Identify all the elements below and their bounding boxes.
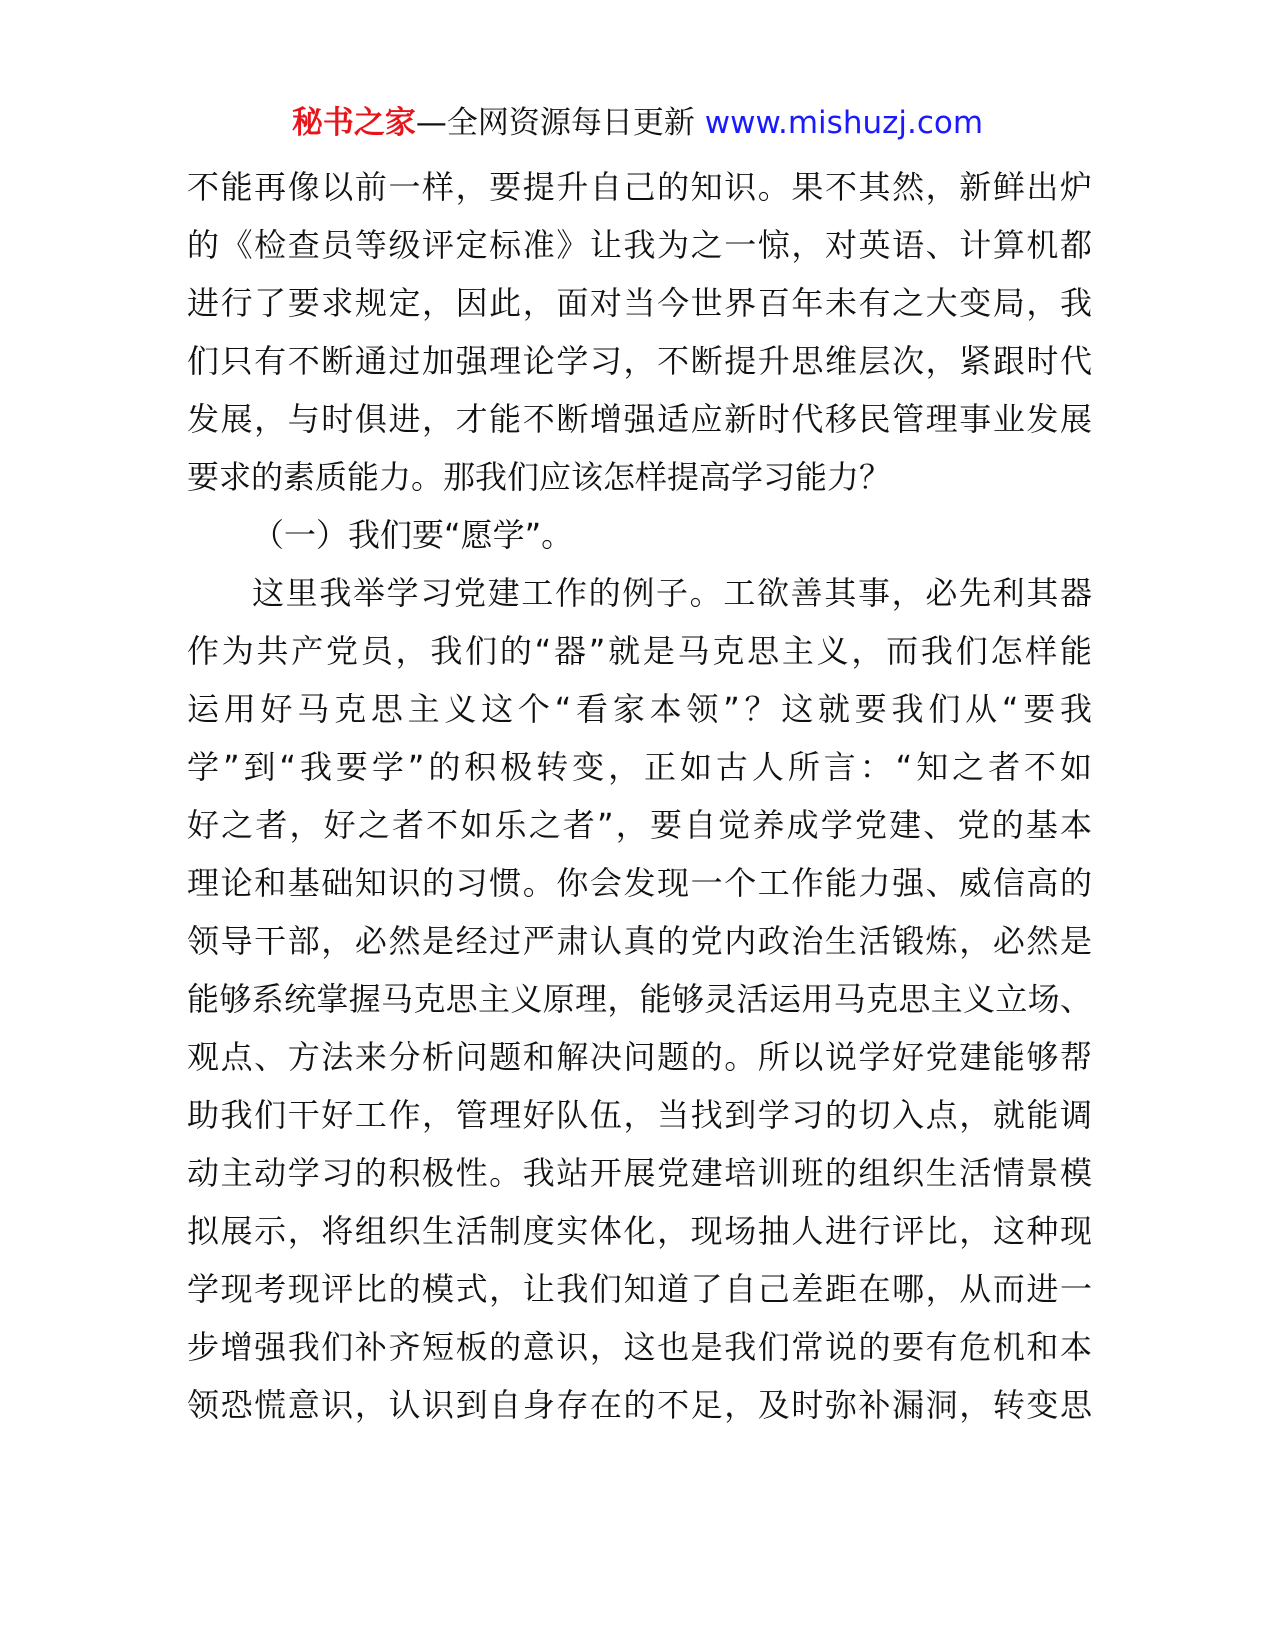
- text-line: 学”到“我要学”的积极转变，正如古人所言：“知之者不如: [187, 748, 1092, 786]
- text-line: 进行了要求规定，因此，面对当今世界百年未有之大变局，我: [187, 284, 1092, 322]
- header-tagline: —全网资源每日更新: [415, 105, 695, 141]
- text-line: 们只有不断通过加强理论学习，不断提升思维层次，紧跟时代: [187, 342, 1092, 380]
- text-line: 领导干部，必然是经过严肃认真的党内政治生活锻炼，必然是: [187, 922, 1092, 960]
- text-line: 要求的素质能力。那我们应该怎样提高学习能力？: [187, 458, 892, 496]
- text-line: 领恐慌意识，认识到自身存在的不足，及时弥补漏洞，转变思: [187, 1386, 1092, 1424]
- text-line: 助我们干好工作，管理好队伍，当找到学习的切入点，就能调: [187, 1096, 1092, 1134]
- page-header: [0, 100, 1275, 146]
- text-line: 步增强我们补齐短板的意识，这也是我们常说的要有危机和本: [187, 1328, 1092, 1366]
- text-line: 拟展示，将组织生活制度实体化，现场抽人进行评比，这种现: [187, 1212, 1092, 1250]
- text-line: 运用好马克思主义这个“看家本领”？这就要我们从“要我: [187, 690, 1092, 728]
- text-line: 作为共产党员，我们的“器”就是马克思主义，而我们怎样能: [187, 632, 1092, 670]
- text-line: 能够系统掌握马克思主义原理，能够灵活运用马克思主义立场、: [187, 980, 1092, 1018]
- text-line: 的《检查员等级评定标准》让我为之一惊，对英语、计算机都: [187, 226, 1092, 264]
- document-body: [187, 158, 1092, 1434]
- header-brand: 秘书之家: [291, 105, 416, 141]
- header-url-link[interactable]: www.mishuzj.com: [704, 105, 984, 141]
- text-line: 发展，与时俱进，才能不断增强适应新时代移民管理事业发展: [187, 400, 1092, 438]
- section-heading: （一）我们要“愿学”。: [252, 516, 574, 554]
- text-line: 观点、方法来分析问题和解决问题的。所以说学好党建能够帮: [187, 1038, 1092, 1076]
- text-line: 好之者，好之者不如乐之者”，要自觉养成学党建、党的基本: [187, 806, 1092, 844]
- text-line: 学现考现评比的模式，让我们知道了自己差距在哪，从而进一: [187, 1270, 1092, 1308]
- text-line: 不能再像以前一样，要提升自己的知识。果不其然，新鲜出炉: [187, 168, 1092, 206]
- text-line: 动主动学习的积极性。我站开展党建培训班的组织生活情景模: [187, 1154, 1092, 1192]
- text-line: 这里我举学习党建工作的例子。工欲善其事，必先利其器: [252, 574, 1092, 612]
- text-line: 理论和基础知识的习惯。你会发现一个工作能力强、威信高的: [187, 864, 1092, 902]
